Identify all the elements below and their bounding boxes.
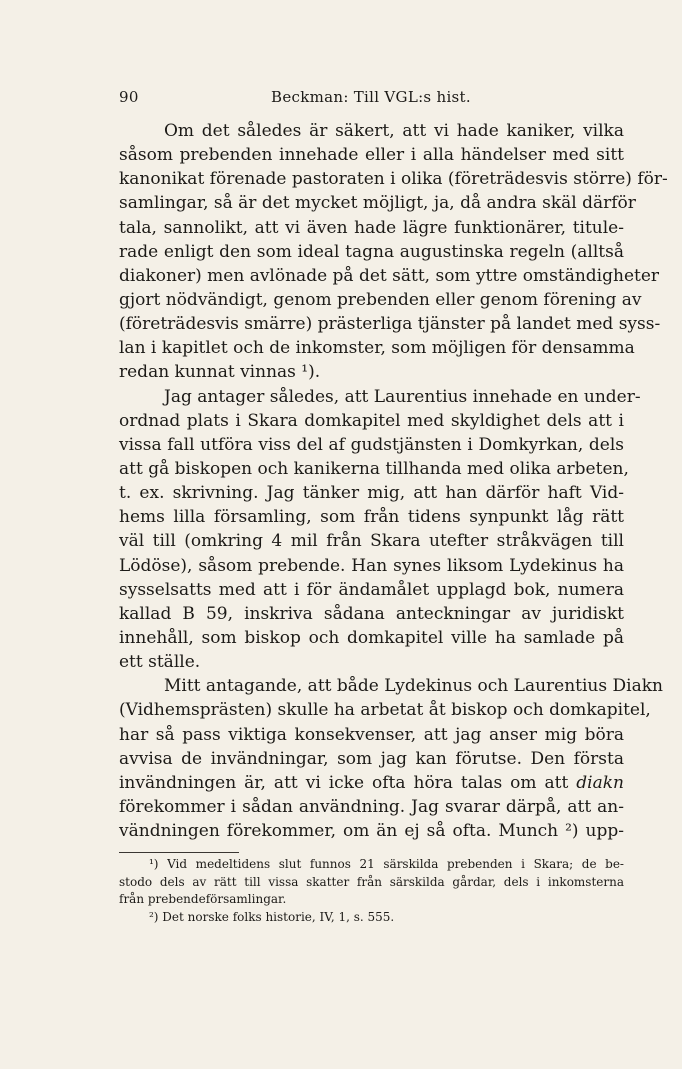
text-line: Jag antager således, att Laurentius innehade en under- [164,386,641,407]
text-line: tala, sannolikt, att vi även hade lägre funktionärer, titule- [119,217,624,238]
page-number: 90 [119,88,139,106]
text-line: förekommer i sådan användning. Jag svarar därpå, att an- [119,796,624,817]
text-line: innehåll, som biskop och domkapitel ville ha samlade på [119,627,624,648]
text-line: Om det således är säkert, att vi hade kaniker, vilka [164,121,624,141]
text-line: har så pass viktiga konsekvenser, att jag anser mig böra [119,724,624,745]
text-line: kallad B 59, inskriva sådana anteckningar av juridiskt [119,603,624,624]
emphasized-word: diakn [576,772,624,793]
text-line: rade enligt den som ideal tagna augustinska regeln (alltså [119,241,624,262]
text-line: hems lilla församling, som från tidens synpunkt låg rätt [119,507,624,528]
footnotes [119,856,624,926]
text-line: vissa fall utföra viss del af gudstjänsten i Domkyrkan, dels [119,434,624,455]
running-title: Beckman: Till VGL:s hist. [271,88,471,106]
body-text [119,119,668,843]
footnote-line: från prebendeförsamlingar. [119,892,287,906]
text-line: (företrädesvis smärre) prästerliga tjänster på landet med syss- [119,314,661,335]
footnote-line: ²) Det norske folks historie, IV, 1, s. 555. [149,909,395,924]
text-line: vändningen förekommer, om än ej så ofta. Munch ²) upp- [119,821,624,842]
text-line-with-emphasis [119,771,624,795]
text-line: Mitt antagande, att både Lydekinus och Laurentius Diakn [164,676,663,697]
text-line: t. ex. skrivning. Jag tänker mig, att han därför haft Vid- [119,483,624,504]
footnote-divider [119,852,239,853]
text-segment: invändningen är, att vi icke ofta höra talas om att [119,772,569,793]
text-line: diakoner) men avlönade på det sätt, som yttre omständigheter [119,265,660,286]
text-line: Lödöse), såsom prebende. Han synes liksom Lydekinus ha [119,555,624,576]
text-line: avvisa de invändningar, som jag kan förutse. Den första [119,748,624,769]
text-line: att gå biskopen och kanikerna tillhanda med olika arbeten, [119,458,629,479]
text-line: såsom prebenden innehade eller i alla händelser med sitt [119,145,624,166]
text-line: väl till (omkring 4 mil från Skara utefter stråkvägen till [119,531,624,552]
footnote-line: stodo dels av rätt till vissa skatter från särskilda gårdar, dels i inkomsterna [119,874,624,889]
text-line: ett ställe. [119,652,201,673]
page-header [119,88,624,110]
text-line: (Vidhemsprästen) skulle ha arbetat åt biskop och domkapitel, [119,700,651,721]
text-line: sysselsatts med att i för ändamålet upplagd bok, numera [119,579,624,600]
text-line: ordnad plats i Skara domkapitel med skyldighet dels att i [119,410,624,431]
text-line: redan kunnat vinnas ¹). [119,362,321,383]
footnote-line: ¹) Vid medeltidens slut funnos 21 särskilda prebenden i Skara; de be- [149,857,624,871]
text-line: lan i kapitlet och de inkomster, som möjligen för densamma [119,338,635,359]
text-line: gjort nödvändigt, genom prebenden eller genom förening av [119,289,642,310]
text-line: samlingar, så är det mycket möjligt, ja, då andra skäl därför [119,193,636,214]
text-line: kanonikat förenade pastoraten i olika (företrädesvis större) för- [119,169,668,190]
